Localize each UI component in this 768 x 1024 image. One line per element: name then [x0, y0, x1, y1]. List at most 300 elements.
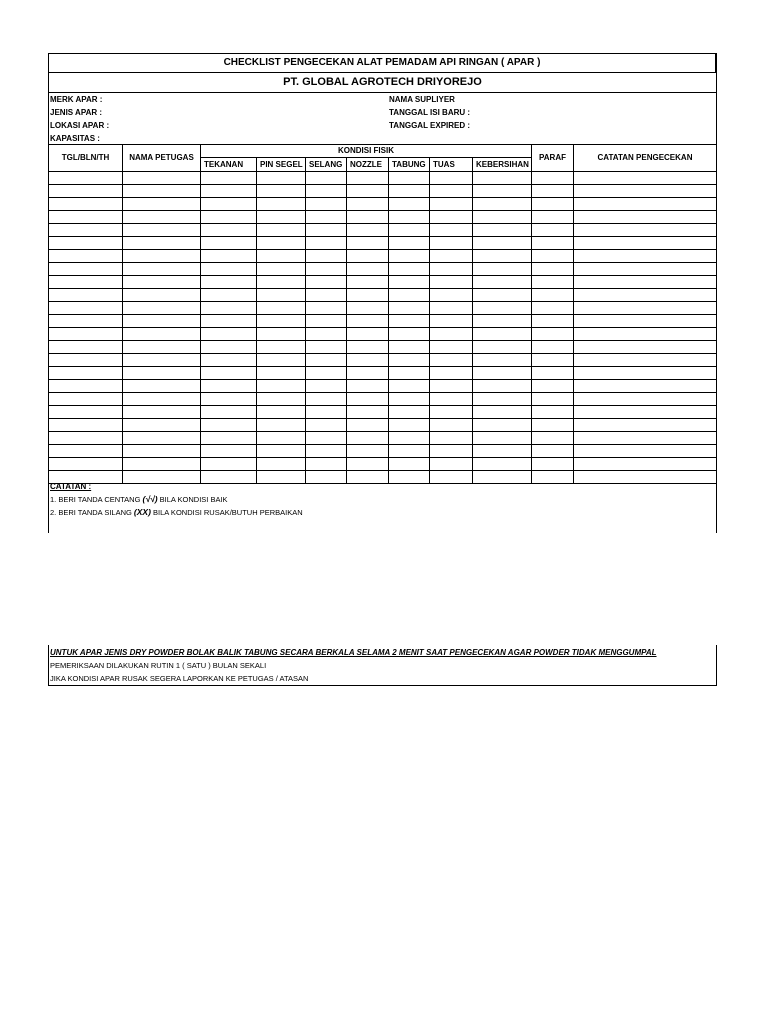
table-cell[interactable]: [574, 445, 717, 458]
table-cell[interactable]: [257, 172, 306, 185]
table-cell[interactable]: [306, 237, 347, 250]
table-cell[interactable]: [574, 328, 717, 341]
table-cell[interactable]: [389, 458, 430, 471]
table-cell[interactable]: [201, 341, 257, 354]
table-cell[interactable]: [257, 263, 306, 276]
table-cell[interactable]: [306, 315, 347, 328]
table-cell[interactable]: [49, 445, 123, 458]
table-cell[interactable]: [430, 250, 473, 263]
table-cell[interactable]: [430, 419, 473, 432]
table-cell[interactable]: [574, 471, 717, 484]
table-cell[interactable]: [306, 393, 347, 406]
table-cell[interactable]: [389, 250, 430, 263]
table-cell[interactable]: [430, 341, 473, 354]
table-cell[interactable]: [257, 250, 306, 263]
table-cell[interactable]: [257, 367, 306, 380]
table-cell[interactable]: [574, 250, 717, 263]
table-cell[interactable]: [389, 237, 430, 250]
table-cell[interactable]: [430, 367, 473, 380]
nama-supplier-label: NAMA SUPLIYER: [389, 95, 455, 104]
table-cell[interactable]: [473, 315, 532, 328]
table-cell[interactable]: [347, 432, 389, 445]
table-row: [49, 380, 717, 393]
table-cell[interactable]: [574, 315, 717, 328]
table-cell[interactable]: [123, 185, 201, 198]
table-cell[interactable]: [389, 341, 430, 354]
table-cell[interactable]: [347, 185, 389, 198]
note-1-suffix: BILA KONDISI BAIK: [157, 495, 228, 504]
table-cell[interactable]: [532, 224, 574, 237]
table-cell[interactable]: [574, 198, 717, 211]
table-cell[interactable]: [257, 354, 306, 367]
table-cell[interactable]: [49, 341, 123, 354]
table-cell[interactable]: [473, 198, 532, 211]
table-cell[interactable]: [257, 445, 306, 458]
table-cell[interactable]: [574, 263, 717, 276]
table-cell[interactable]: [306, 367, 347, 380]
table-cell[interactable]: [389, 276, 430, 289]
table-row: [49, 263, 717, 276]
table-cell[interactable]: [347, 445, 389, 458]
table-cell[interactable]: [532, 263, 574, 276]
table-row: [49, 445, 717, 458]
table-cell[interactable]: [430, 289, 473, 302]
table-cell[interactable]: [201, 211, 257, 224]
table-cell[interactable]: [123, 198, 201, 211]
table-cell[interactable]: [123, 367, 201, 380]
table-cell[interactable]: [473, 328, 532, 341]
table-cell[interactable]: [347, 224, 389, 237]
table-cell[interactable]: [389, 393, 430, 406]
table-cell[interactable]: [430, 198, 473, 211]
table-cell[interactable]: [306, 172, 347, 185]
table-cell[interactable]: [201, 237, 257, 250]
table-cell[interactable]: [473, 289, 532, 302]
table-cell[interactable]: [306, 458, 347, 471]
table-cell[interactable]: [347, 289, 389, 302]
table-cell[interactable]: [257, 198, 306, 211]
table-cell[interactable]: [306, 289, 347, 302]
note-line-1: [50, 493, 303, 506]
tanggal-expired-label: TANGGAL EXPIRED :: [389, 121, 471, 130]
table-cell[interactable]: [257, 315, 306, 328]
table-cell[interactable]: [574, 185, 717, 198]
col-tuas-header: TUAS: [430, 158, 473, 172]
table-cell[interactable]: [347, 302, 389, 315]
table-cell[interactable]: [574, 458, 717, 471]
table-cell[interactable]: [49, 393, 123, 406]
table-cell[interactable]: [430, 263, 473, 276]
table-cell[interactable]: [201, 367, 257, 380]
table-cell[interactable]: [306, 211, 347, 224]
table-cell[interactable]: [389, 315, 430, 328]
table-cell[interactable]: [201, 198, 257, 211]
table-cell[interactable]: [49, 354, 123, 367]
checklist-table: [48, 144, 717, 484]
table-cell[interactable]: [201, 172, 257, 185]
table-cell[interactable]: [123, 341, 201, 354]
table-cell[interactable]: [473, 432, 532, 445]
table-cell[interactable]: [473, 445, 532, 458]
table-cell[interactable]: [123, 328, 201, 341]
table-cell[interactable]: [430, 354, 473, 367]
table-cell[interactable]: [473, 302, 532, 315]
table-cell[interactable]: [201, 185, 257, 198]
table-cell[interactable]: [347, 367, 389, 380]
table-cell[interactable]: [532, 211, 574, 224]
table-row: [49, 315, 717, 328]
table-cell[interactable]: [389, 211, 430, 224]
table-cell[interactable]: [430, 211, 473, 224]
table-cell[interactable]: [123, 354, 201, 367]
table-cell[interactable]: [49, 250, 123, 263]
table-cell[interactable]: [430, 458, 473, 471]
table-cell[interactable]: [389, 224, 430, 237]
table-row: [49, 458, 717, 471]
table-cell[interactable]: [201, 302, 257, 315]
note-line-2: [50, 506, 303, 519]
table-cell[interactable]: [201, 380, 257, 393]
table-cell[interactable]: [532, 276, 574, 289]
table-cell[interactable]: [257, 341, 306, 354]
table-cell[interactable]: [347, 458, 389, 471]
table-cell[interactable]: [347, 341, 389, 354]
table-cell[interactable]: [201, 289, 257, 302]
col-tekanan-header: TEKANAN: [201, 158, 257, 172]
table-cell[interactable]: [532, 185, 574, 198]
table-cell[interactable]: [347, 211, 389, 224]
table-cell[interactable]: [430, 302, 473, 315]
table-cell[interactable]: [532, 315, 574, 328]
table-cell[interactable]: [201, 328, 257, 341]
table-cell[interactable]: [306, 185, 347, 198]
table-row: [49, 237, 717, 250]
table-cell[interactable]: [389, 185, 430, 198]
table-cell[interactable]: [473, 367, 532, 380]
table-cell[interactable]: [532, 367, 574, 380]
table-cell[interactable]: [473, 185, 532, 198]
table-cell[interactable]: [532, 289, 574, 302]
table-cell[interactable]: [532, 445, 574, 458]
table-cell[interactable]: [49, 406, 123, 419]
table-cell[interactable]: [473, 458, 532, 471]
footer-routine-note: PEMERIKSAAN DILAKUKAN RUTIN 1 ( SATU ) BULAN SEKALI: [50, 661, 267, 670]
table-cell[interactable]: [532, 458, 574, 471]
table-cell[interactable]: [306, 380, 347, 393]
col-paraf-header: PARAF: [532, 145, 574, 172]
table-cell[interactable]: [347, 276, 389, 289]
table-row: [49, 172, 717, 185]
table-cell[interactable]: [532, 432, 574, 445]
table-cell[interactable]: [389, 445, 430, 458]
table-cell[interactable]: [201, 263, 257, 276]
table-cell[interactable]: [306, 263, 347, 276]
table-cell[interactable]: [389, 302, 430, 315]
table-cell[interactable]: [257, 380, 306, 393]
table-cell[interactable]: [123, 250, 201, 263]
table-cell[interactable]: [201, 250, 257, 263]
table-cell[interactable]: [49, 211, 123, 224]
table-cell[interactable]: [49, 302, 123, 315]
table-cell[interactable]: [49, 432, 123, 445]
table-cell[interactable]: [430, 237, 473, 250]
merk-apar-label: MERK APAR :: [50, 95, 103, 104]
table-cell[interactable]: [347, 419, 389, 432]
table-cell[interactable]: [306, 328, 347, 341]
apar-info-right: [389, 93, 470, 132]
table-cell[interactable]: [347, 471, 389, 484]
table-cell[interactable]: [49, 289, 123, 302]
checkmark-symbol: (√√): [142, 494, 158, 504]
table-cell[interactable]: [430, 172, 473, 185]
table-cell[interactable]: [49, 224, 123, 237]
jenis-apar-label: JENIS APAR :: [50, 108, 103, 117]
table-cell[interactable]: [574, 224, 717, 237]
table-row: [49, 211, 717, 224]
table-cell[interactable]: [389, 172, 430, 185]
table-cell[interactable]: [532, 341, 574, 354]
table-cell[interactable]: [347, 354, 389, 367]
table-cell[interactable]: [473, 406, 532, 419]
table-cell[interactable]: [257, 458, 306, 471]
table-cell[interactable]: [473, 341, 532, 354]
table-cell[interactable]: [389, 328, 430, 341]
table-cell[interactable]: [49, 263, 123, 276]
table-cell[interactable]: [532, 471, 574, 484]
table-cell[interactable]: [430, 445, 473, 458]
table-cell[interactable]: [123, 211, 201, 224]
table-cell[interactable]: [123, 445, 201, 458]
col-notes-header: CATATAN PENGECEKAN: [574, 145, 717, 172]
table-cell[interactable]: [389, 367, 430, 380]
table-cell[interactable]: [257, 211, 306, 224]
col-name-header: NAMA PETUGAS: [123, 145, 201, 172]
table-cell[interactable]: [473, 393, 532, 406]
table-cell[interactable]: [123, 458, 201, 471]
table-row: [49, 198, 717, 211]
table-cell[interactable]: [430, 432, 473, 445]
table-cell[interactable]: [473, 224, 532, 237]
table-cell[interactable]: [123, 393, 201, 406]
table-cell[interactable]: [574, 211, 717, 224]
table-cell[interactable]: [347, 393, 389, 406]
table-cell[interactable]: [201, 315, 257, 328]
table-cell[interactable]: [257, 289, 306, 302]
footer-dry-powder-note: UNTUK APAR JENIS DRY POWDER BOLAK BALIK TABUNG SECARA BERKALA SELAMA 2 MENIT SAAT PENGECEKAN AGAR POWDER TIDAK MENGGUMPAL: [50, 648, 657, 657]
table-cell[interactable]: [257, 406, 306, 419]
table-cell[interactable]: [49, 458, 123, 471]
table-cell[interactable]: [532, 354, 574, 367]
table-cell[interactable]: [201, 224, 257, 237]
table-cell[interactable]: [532, 237, 574, 250]
table-cell[interactable]: [532, 172, 574, 185]
table-cell[interactable]: [473, 354, 532, 367]
table-cell[interactable]: [201, 432, 257, 445]
table-cell[interactable]: [347, 172, 389, 185]
table-cell[interactable]: [430, 224, 473, 237]
table-cell[interactable]: [574, 432, 717, 445]
tanggal-isi-baru-label: TANGGAL ISI BARU :: [389, 108, 471, 117]
table-cell[interactable]: [347, 328, 389, 341]
table-cell[interactable]: [574, 276, 717, 289]
table-cell[interactable]: [123, 289, 201, 302]
table-cell[interactable]: [532, 302, 574, 315]
table-cell[interactable]: [49, 328, 123, 341]
table-cell[interactable]: [473, 419, 532, 432]
table-cell[interactable]: [306, 302, 347, 315]
table-cell[interactable]: [257, 328, 306, 341]
table-cell[interactable]: [306, 471, 347, 484]
table-cell[interactable]: [201, 419, 257, 432]
table-cell[interactable]: [123, 302, 201, 315]
table-cell[interactable]: [49, 172, 123, 185]
table-cell[interactable]: [123, 419, 201, 432]
table-cell[interactable]: [49, 185, 123, 198]
table-cell[interactable]: [532, 380, 574, 393]
table-cell[interactable]: [201, 406, 257, 419]
table-cell[interactable]: [123, 276, 201, 289]
table-cell[interactable]: [473, 250, 532, 263]
col-tabung-header: TABUNG: [389, 158, 430, 172]
table-cell[interactable]: [347, 406, 389, 419]
table-row: [49, 328, 717, 341]
table-cell[interactable]: [306, 406, 347, 419]
table-cell[interactable]: [473, 471, 532, 484]
table-cell[interactable]: [201, 445, 257, 458]
table-cell[interactable]: [347, 315, 389, 328]
table-cell[interactable]: [389, 419, 430, 432]
table-cell[interactable]: [574, 354, 717, 367]
table-cell[interactable]: [389, 263, 430, 276]
table-row: [49, 419, 717, 432]
table-cell[interactable]: [473, 380, 532, 393]
table-cell[interactable]: [347, 237, 389, 250]
table-cell[interactable]: [201, 458, 257, 471]
table-cell[interactable]: [257, 419, 306, 432]
table-cell[interactable]: [123, 172, 201, 185]
table-cell[interactable]: [201, 393, 257, 406]
table-cell[interactable]: [306, 341, 347, 354]
table-cell[interactable]: [201, 354, 257, 367]
table-cell[interactable]: [123, 237, 201, 250]
table-cell[interactable]: [430, 328, 473, 341]
table-cell[interactable]: [306, 445, 347, 458]
table-cell[interactable]: [430, 380, 473, 393]
table-cell[interactable]: [306, 198, 347, 211]
table-row: [49, 250, 717, 263]
table-cell[interactable]: [257, 302, 306, 315]
table-cell[interactable]: [306, 250, 347, 263]
table-cell[interactable]: [123, 315, 201, 328]
notes-section: [50, 481, 303, 519]
table-cell[interactable]: [430, 315, 473, 328]
table-cell[interactable]: [574, 237, 717, 250]
table-cell[interactable]: [49, 237, 123, 250]
table-cell[interactable]: [473, 211, 532, 224]
table-row: [49, 341, 717, 354]
table-cell[interactable]: [389, 471, 430, 484]
table-cell[interactable]: [306, 432, 347, 445]
table-cell[interactable]: [574, 289, 717, 302]
col-kebersihan-header: KEBERSIHAN: [473, 158, 532, 172]
table-cell[interactable]: [430, 276, 473, 289]
table-cell[interactable]: [473, 172, 532, 185]
table-row: [49, 393, 717, 406]
table-cell[interactable]: [574, 406, 717, 419]
table-cell[interactable]: [389, 289, 430, 302]
table-cell[interactable]: [306, 419, 347, 432]
table-cell[interactable]: [123, 432, 201, 445]
table-cell[interactable]: [574, 302, 717, 315]
table-cell[interactable]: [532, 250, 574, 263]
table-cell[interactable]: [123, 406, 201, 419]
table-cell[interactable]: [532, 328, 574, 341]
table-row: [49, 432, 717, 445]
table-cell[interactable]: [430, 406, 473, 419]
table-cell[interactable]: [347, 263, 389, 276]
table-cell[interactable]: [306, 354, 347, 367]
table-cell[interactable]: [574, 419, 717, 432]
table-cell[interactable]: [347, 198, 389, 211]
table-cell[interactable]: [257, 224, 306, 237]
table-cell[interactable]: [49, 276, 123, 289]
table-cell[interactable]: [473, 276, 532, 289]
table-cell[interactable]: [49, 367, 123, 380]
table-cell[interactable]: [532, 393, 574, 406]
table-cell[interactable]: [574, 380, 717, 393]
table-row: [49, 224, 717, 237]
table-cell[interactable]: [257, 185, 306, 198]
table-cell[interactable]: [430, 185, 473, 198]
note-2-prefix: 2. BERI TANDA SILANG: [50, 508, 134, 517]
checklist-rows: [49, 172, 717, 484]
table-cell[interactable]: [389, 198, 430, 211]
table-cell[interactable]: [49, 198, 123, 211]
table-cell[interactable]: [347, 250, 389, 263]
table-cell[interactable]: [49, 419, 123, 432]
table-cell[interactable]: [532, 198, 574, 211]
table-cell[interactable]: [389, 432, 430, 445]
table-cell[interactable]: [574, 172, 717, 185]
table-cell[interactable]: [201, 276, 257, 289]
table-cell[interactable]: [430, 471, 473, 484]
table-cell[interactable]: [532, 419, 574, 432]
table-cell[interactable]: [49, 315, 123, 328]
table-cell[interactable]: [574, 341, 717, 354]
table-cell[interactable]: [123, 224, 201, 237]
table-cell[interactable]: [574, 393, 717, 406]
table-cell[interactable]: [347, 380, 389, 393]
table-cell[interactable]: [473, 263, 532, 276]
table-cell[interactable]: [257, 276, 306, 289]
table-cell[interactable]: [306, 276, 347, 289]
table-cell[interactable]: [123, 263, 201, 276]
table-cell[interactable]: [574, 367, 717, 380]
table-cell[interactable]: [49, 380, 123, 393]
table-cell[interactable]: [389, 406, 430, 419]
table-cell[interactable]: [123, 380, 201, 393]
notes-heading: CATATAN :: [50, 482, 92, 491]
table-cell[interactable]: [257, 432, 306, 445]
table-cell[interactable]: [532, 406, 574, 419]
table-cell[interactable]: [257, 237, 306, 250]
table-cell[interactable]: [257, 393, 306, 406]
table-cell[interactable]: [306, 224, 347, 237]
table-cell[interactable]: [430, 393, 473, 406]
table-cell[interactable]: [389, 380, 430, 393]
table-cell[interactable]: [473, 237, 532, 250]
table-cell[interactable]: [389, 354, 430, 367]
